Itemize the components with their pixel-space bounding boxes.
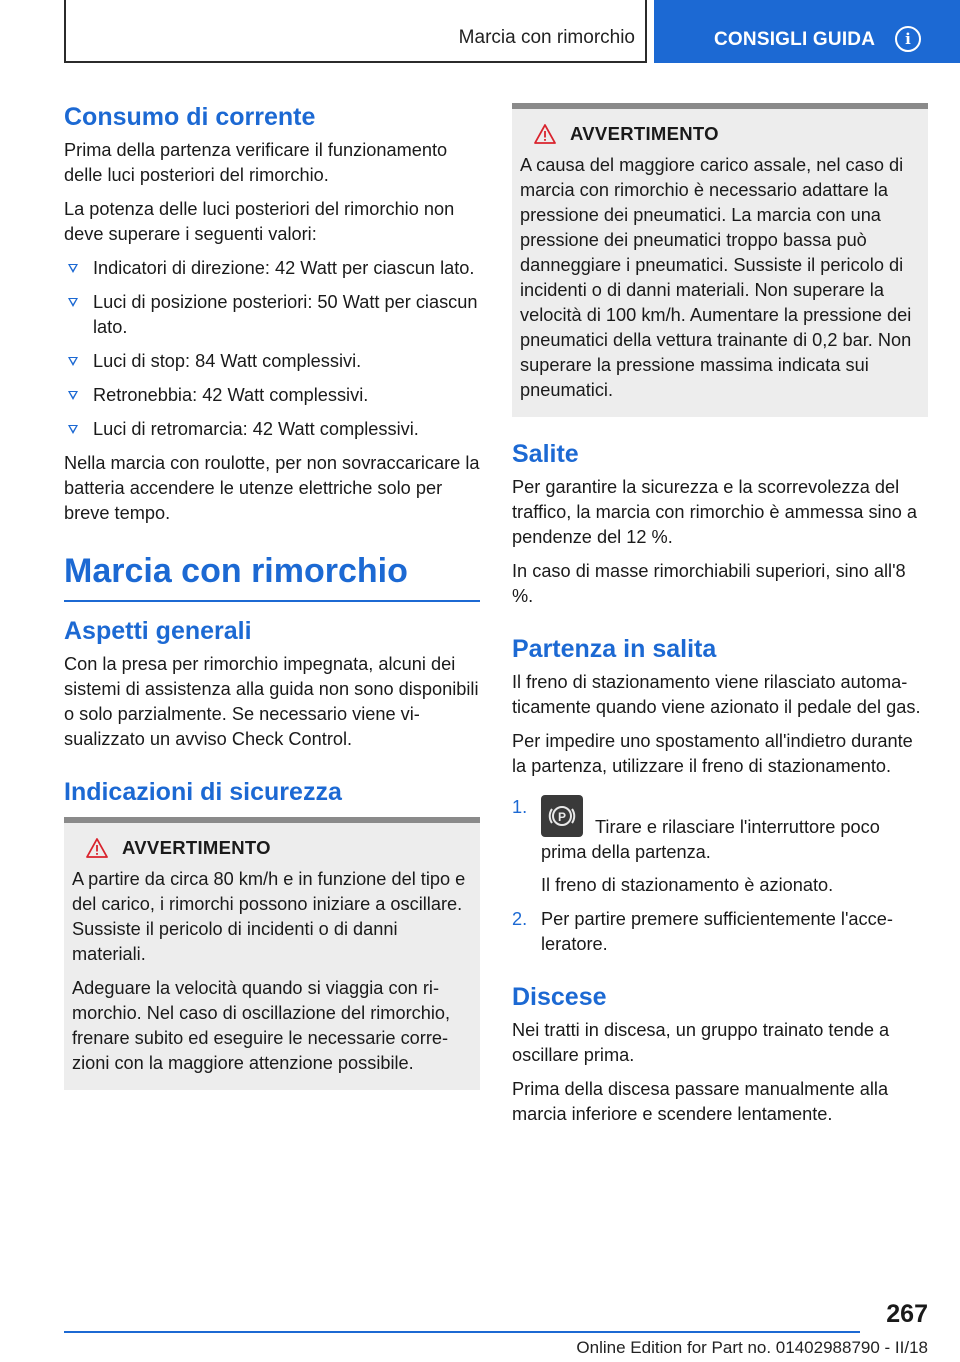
page-main-title: Marcia con rimorchio bbox=[64, 550, 480, 602]
paragraph: Per garantire la sicurezza e la scorrevolezza del traffico, la marcia con rimorchio è ammessa sino a pendenze del 12 %. bbox=[512, 477, 917, 547]
paragraph: Prima della partenza verificare il funzionamento delle luci posteriori del rimorchio. bbox=[64, 140, 448, 185]
list-item-text: Retronebbia: 42 Watt complessivi. bbox=[93, 385, 369, 405]
warning-text: A partire da circa 80 km/h e in funzione del tipo e del carico, i rimorchi possono iniziare a oscillare. Sussiste il pericolo di incidenti o di danni materiali. bbox=[72, 869, 466, 964]
warning-triangle-icon bbox=[86, 838, 108, 858]
triangle-bullet-icon bbox=[68, 357, 78, 366]
info-icon[interactable]: i bbox=[895, 26, 921, 52]
paragraph: La potenza delle luci posteriori del rimorchio non deve superare i seguenti valori: bbox=[64, 199, 455, 244]
right-column bbox=[512, 103, 928, 1136]
section-title: Marcia con rimorchio bbox=[458, 27, 635, 48]
list-item bbox=[64, 256, 480, 281]
paragraph: Nella marcia con roulotte, per non sovraccaricare la batteria accendere le utenze elettriche solo per breve tempo. bbox=[64, 453, 480, 523]
page-number: 267 bbox=[886, 1300, 928, 1328]
step-item bbox=[512, 795, 928, 898]
paragraph: Prima della discesa passare manualmente alla marcia inferiore e scendere lentamente. bbox=[512, 1079, 889, 1124]
list-item-text: Luci di posizione posteriori: 50 Watt per ciascun lato. bbox=[93, 292, 478, 337]
list-item bbox=[64, 417, 480, 442]
step-number: 2. bbox=[512, 909, 528, 929]
paragraph: Con la presa per rimorchio impegnata, alcuni dei sistemi di assistenza alla guida non sono disponibili o solo parzialmente. Se necessario viene visualizzato un avviso Check Control. bbox=[64, 654, 479, 749]
warning-label: AVVERTIMENTO bbox=[122, 837, 271, 858]
step-item bbox=[512, 907, 928, 957]
list-item-text: Luci di stop: 84 Watt complessivi. bbox=[93, 351, 362, 371]
heading-sicurezza: Indicazioni di sicurezza bbox=[64, 778, 342, 806]
heading-salite: Salite bbox=[512, 440, 579, 468]
list-item bbox=[64, 349, 480, 374]
left-column bbox=[64, 100, 480, 1110]
warning-box bbox=[64, 817, 480, 1090]
paragraph: Il freno di stazionamento viene rilasciato automaticamente quando viene azionato il pedale del gas. bbox=[512, 672, 921, 717]
warning-triangle-icon bbox=[534, 124, 556, 144]
footer-divider bbox=[64, 1331, 860, 1333]
step-text: Per partire premere sufficientemente l'acceleratore. bbox=[541, 909, 893, 954]
paragraph: Nei tratti in discesa, un gruppo trainato tende a oscillare prima. bbox=[512, 1020, 890, 1065]
list-item bbox=[64, 290, 480, 340]
parking-brake-icon bbox=[541, 795, 583, 837]
warning-text: Adeguare la velocità quando si viaggia con rimorchio. Nel caso di oscillazione del rimorchio, frenare subito ed eseguire le necessarie correzioni con la maggiore attenzione possibile. bbox=[72, 978, 451, 1073]
step-result: Il freno di stazionamento è azionato. bbox=[541, 875, 834, 895]
warning-box bbox=[512, 103, 928, 417]
warning-header bbox=[520, 123, 920, 145]
paragraph: Per impedire uno spostamento all'indietro durante la partenza, utilizzare il freno di stazionamento. bbox=[512, 731, 913, 776]
heading-aspetti: Aspetti generali bbox=[64, 617, 252, 645]
paragraph: In caso di masse rimorchiabili superiori, sino all'8 %. bbox=[512, 561, 906, 606]
triangle-bullet-icon bbox=[68, 298, 78, 307]
svg-text:P: P bbox=[557, 810, 567, 824]
bullet-list bbox=[64, 256, 480, 442]
triangle-bullet-icon bbox=[68, 391, 78, 400]
warning-label: AVVERTIMENTO bbox=[570, 123, 719, 144]
steps-list bbox=[512, 795, 928, 957]
chapter-label: CONSIGLI GUIDA bbox=[714, 29, 876, 50]
list-item bbox=[64, 383, 480, 408]
footer-edition: Online Edition for Part no. 01402988790 - II/18 bbox=[576, 1338, 928, 1357]
list-item-text: Luci di retromarcia: 42 Watt complessivi. bbox=[93, 419, 419, 439]
triangle-bullet-icon bbox=[68, 425, 78, 434]
warning-text: A causa del maggiore carico assale, nel caso di marcia con rimorchio è necessario adattare la pressione dei pneumatici. La marcia con una pressione dei pneumatici troppo bassa può danneggiare i pneumatici. Sussiste il pericolo di incidenti o di danni materiali. Non superare la velocità di 100 km/h. Aumentare la pressione dei pneumatici della vettura trainante di 0,2 bar. Non superare la pressione massima indicata sui pneumatici. bbox=[520, 155, 912, 400]
list-item-text: Indicatori di direzione: 42 Watt per ciascun lato. bbox=[93, 258, 475, 278]
step-number: 1. bbox=[512, 797, 528, 817]
heading-discese: Discese bbox=[512, 983, 607, 1011]
warning-header bbox=[72, 837, 472, 859]
triangle-bullet-icon bbox=[68, 264, 78, 273]
step-text: Tirare e rilasciare l'interruttore poco prima della partenza. bbox=[541, 817, 880, 862]
heading-consumo: Consumo di corrente bbox=[64, 103, 316, 131]
chapter-tab[interactable] bbox=[654, 0, 960, 63]
heading-partenza: Partenza in salita bbox=[512, 635, 717, 663]
